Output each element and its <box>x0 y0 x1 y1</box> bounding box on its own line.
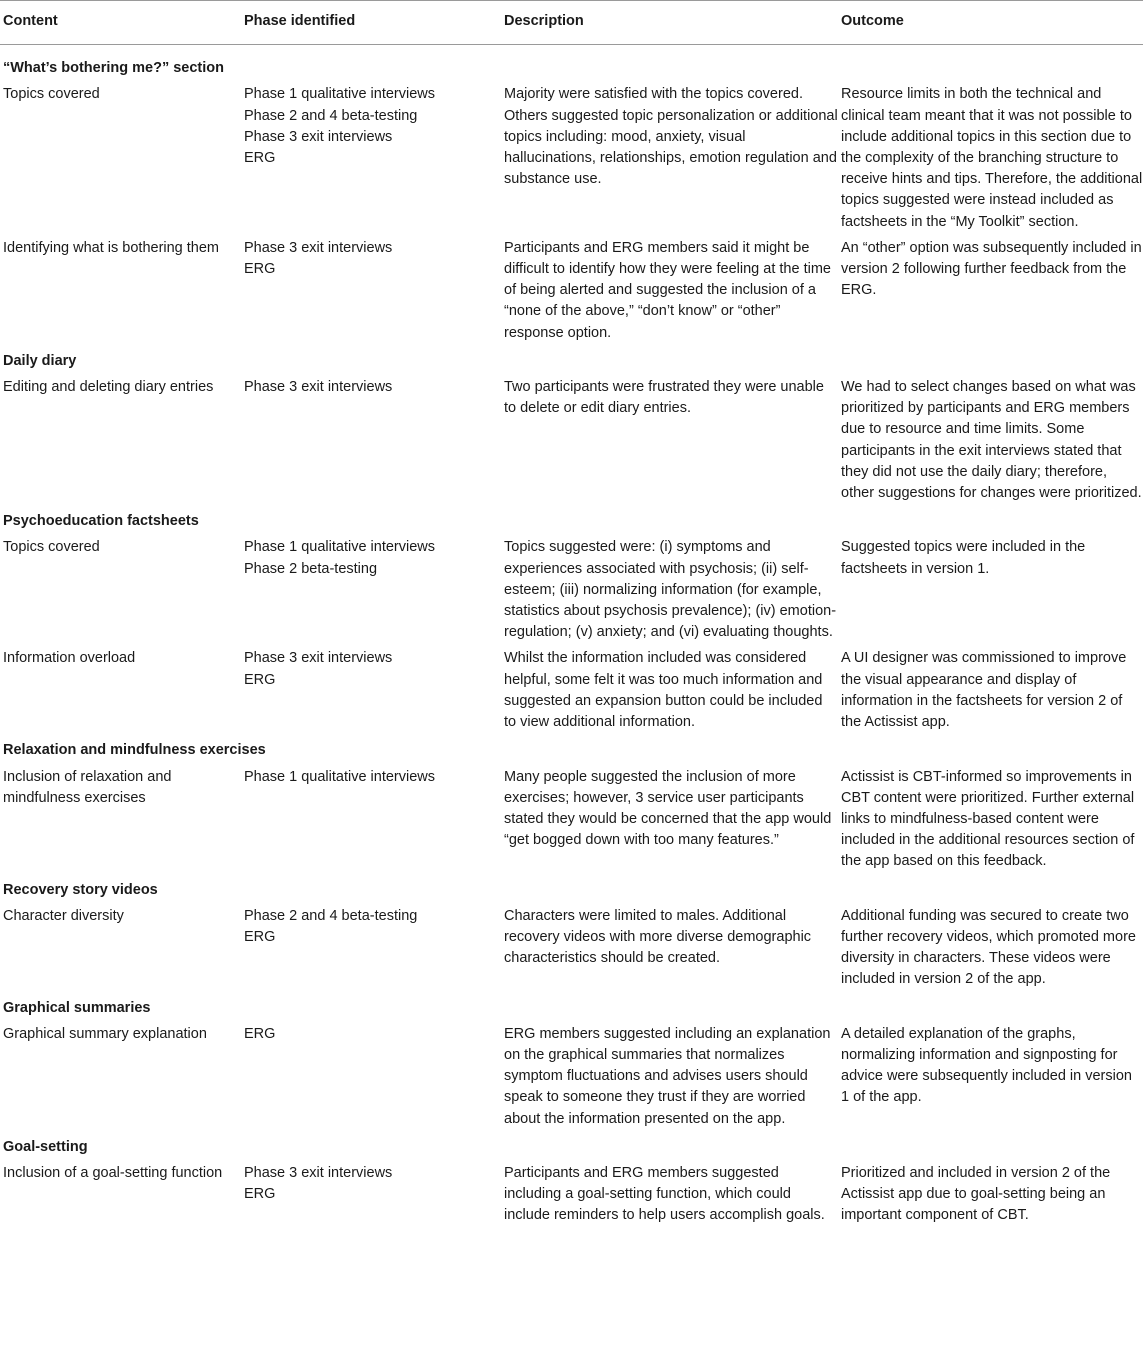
description-paragraph: Characters were limited to males. Additional recovery videos with more diverse demographic characteristics should be created. <box>504 907 812 967</box>
description-paragraph: Two participants were frustrated they were unable to delete or edit diary entries. <box>504 379 824 417</box>
description-paragraph: Others suggested topic personalization or additional topics including: mood, anxiety, visual hallucinations, relationships, emotion regulation and substance use. <box>504 107 838 188</box>
phase-item: ERG <box>244 928 276 945</box>
phase-item: Phase 1 qualitative interviews <box>244 539 436 556</box>
description-paragraph: ERG members suggested including an explanation on the graphical summaries that normalizes symptom fluctuations and advises users should speak to someone they trust if they are worried about the information presented on the app. <box>504 1025 831 1127</box>
header-content: Content <box>0 1 241 45</box>
phase-item: Phase 3 exit interviews <box>244 239 393 256</box>
header-phase-identified: Phase identified <box>241 1 501 45</box>
header-description: Description <box>501 1 838 45</box>
phase-cell <box>241 84 501 237</box>
header-row <box>0 1 1143 45</box>
content-cell: Editing and deleting diary entries <box>3 379 214 396</box>
phase-cell <box>241 648 501 738</box>
phase-cell <box>241 377 501 509</box>
content-cell: Topics covered <box>3 86 100 103</box>
outcome-cell: Additional funding was secured to create two further recovery videos, which promoted more diversity in characters. These videos were included in version 2 of the app. <box>841 907 1136 988</box>
phase-cell <box>241 906 501 996</box>
phase-item: Phase 3 exit interviews <box>244 650 393 667</box>
description-cell <box>501 238 838 349</box>
content-cell: Topics covered <box>3 539 100 556</box>
table-row <box>0 84 1143 237</box>
outcome-cell: We had to select changes based on what was prioritized by participants and ERG members due to resource and time limits. Some participants in the exit interviews stated that they did not use the daily diary; therefore, other suggestions for changes were prioritized. <box>841 379 1142 502</box>
description-cell <box>501 377 838 509</box>
phase-item: ERG <box>244 261 276 278</box>
phase-item: Phase 3 exit interviews <box>244 128 393 145</box>
table-body <box>0 45 1143 1232</box>
header-outcome: Outcome <box>838 1 1143 45</box>
table-row <box>0 1024 1143 1135</box>
phase-item: Phase 3 exit interviews <box>244 379 393 396</box>
content-cell: Identifying what is bothering them <box>3 239 220 256</box>
phase-item: Phase 1 qualitative interviews <box>244 768 436 785</box>
table-row <box>0 767 1143 878</box>
phase-item: Phase 1 qualitative interviews <box>244 86 436 103</box>
outcome-cell: A detailed explanation of the graphs, normalizing information and signposting for advice were subsequently included in version 1 of the app. <box>841 1025 1132 1106</box>
phase-item: ERG <box>244 1186 276 1203</box>
table-row <box>0 906 1143 996</box>
phase-item: Phase 2 beta-testing <box>244 560 378 577</box>
phase-item: Phase 2 and 4 beta-testing <box>244 907 418 924</box>
table-header <box>0 1 1143 45</box>
outcome-cell: Actissist is CBT-informed so improvements in CBT content were prioritized. Further external links to mindfulness-based content were included in the additional resources section of the app based on this feedback. <box>841 768 1135 870</box>
section-row <box>0 349 1143 377</box>
section-title: Psychoeducation factsheets <box>3 513 199 530</box>
section-title: Goal-setting <box>3 1138 88 1155</box>
description-paragraph: Majority were satisfied with the topics covered. <box>504 86 803 103</box>
section-row <box>0 996 1143 1024</box>
table-row <box>0 238 1143 349</box>
description-cell <box>501 84 838 237</box>
description-cell <box>501 767 838 878</box>
section-row <box>0 878 1143 906</box>
section-title: Relaxation and mindfulness exercises <box>3 742 266 759</box>
phase-cell <box>241 1163 501 1232</box>
phase-item: ERG <box>244 1025 276 1042</box>
section-title: Daily diary <box>3 352 77 369</box>
phase-cell <box>241 537 501 648</box>
section-row <box>0 509 1143 537</box>
phase-cell <box>241 767 501 878</box>
section-row <box>0 45 1143 85</box>
table-row <box>0 537 1143 648</box>
content-cell: Graphical summary explanation <box>3 1025 207 1042</box>
description-cell <box>501 1024 838 1135</box>
content-cell: Inclusion of a goal-setting function <box>3 1164 223 1181</box>
phase-item: Phase 3 exit interviews <box>244 1164 393 1181</box>
section-title: Graphical summaries <box>3 999 151 1016</box>
phase-cell <box>241 238 501 349</box>
description-paragraph: Many people suggested the inclusion of more exercises; however, 3 service user participants stated they would be concerned that the app would “get bogged down with too many features.” <box>504 768 832 849</box>
phase-item: Phase 2 and 4 beta-testing <box>244 107 418 124</box>
description-cell <box>501 1163 838 1232</box>
table-row <box>0 377 1143 509</box>
table-row <box>0 1163 1143 1232</box>
description-paragraph: Topics suggested were: (i) symptoms and experiences associated with psychosis; (ii) self-esteem; (iii) normalizing information (for example, statistics about psychosis prevalence); (iv) emotion-regulation; (v) anxiety; and (vi) evaluating thoughts. <box>504 539 837 641</box>
description-paragraph: Participants and ERG members suggested including a goal-setting function, which could include reminders to help users accomplish goals. <box>504 1164 825 1224</box>
outcome-cell: A UI designer was commissioned to improve the visual appearance and display of information in the factsheets for version 2 of the Actissist app. <box>841 650 1127 731</box>
content-cell: Character diversity <box>3 907 124 924</box>
description-cell <box>501 537 838 648</box>
content-cell: Inclusion of relaxation and mindfulness exercises <box>3 768 172 806</box>
description-cell <box>501 648 838 738</box>
description-paragraph: Whilst the information included was considered helpful, some felt it was too much information and suggested an expansion button could be included to view additional information. <box>504 650 823 731</box>
outcome-cell: Resource limits in both the technical and clinical team meant that it was not possible to include additional topics in this section due to the complexity of the branching structure to receive hints and tips. Therefore, the additional topics suggested were instead included as factsheets in the “My Toolkit” section. <box>841 86 1143 230</box>
phase-item: ERG <box>244 671 276 688</box>
table-row <box>0 648 1143 738</box>
outcome-cell: Prioritized and included in version 2 of the Actissist app due to goal-setting being an important component of CBT. <box>841 1164 1111 1224</box>
section-title: Recovery story videos <box>3 881 158 898</box>
phase-cell <box>241 1024 501 1135</box>
section-title: “What’s bothering me?” section <box>3 60 225 77</box>
outcome-cell: An “other” option was subsequently included in version 2 following further feedback from the ERG. <box>841 239 1142 299</box>
section-row <box>0 738 1143 766</box>
phase-item: ERG <box>244 150 276 167</box>
description-paragraph: Participants and ERG members said it might be difficult to identify how they were feeling at the time of being alerted and suggested the inclusion of a “none of the above,” “don’t know” or “other” response option. <box>504 239 831 341</box>
description-cell <box>501 906 838 996</box>
outcome-cell: Suggested topics were included in the factsheets in version 1. <box>841 539 1086 577</box>
content-cell: Information overload <box>3 650 136 667</box>
section-row <box>0 1135 1143 1163</box>
